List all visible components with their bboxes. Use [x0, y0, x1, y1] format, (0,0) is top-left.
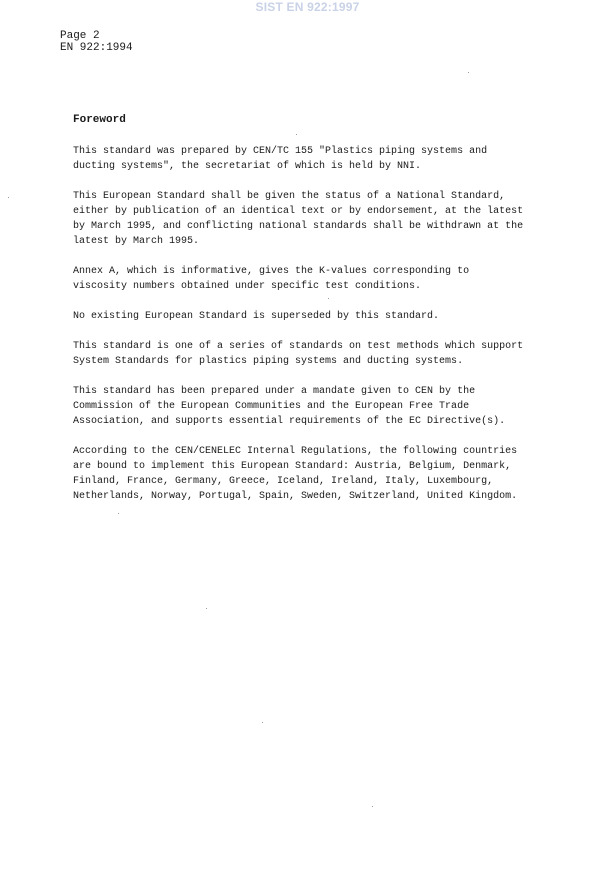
text-line: Finland, France, Germany, Greece, Iceland, Ireland, Italy, Luxembourg, [73, 476, 494, 487]
paragraph [73, 444, 553, 504]
text-line: According to the CEN/CENELEC Internal Regulations, the following countries [73, 446, 518, 457]
text-line: either by publication of an identical text or by endorsement, at the latest [73, 206, 524, 217]
text-line: This standard has been prepared under a mandate given to CEN by the [73, 386, 476, 397]
text-line: are bound to implement this European Standard: Austria, Belgium, Denmark, [73, 461, 512, 472]
paragraph [73, 189, 553, 249]
scan-speck [262, 722, 263, 723]
text-line: Association, and supports essential requirements of the EC Directive(s). [73, 416, 506, 427]
text-line: This standard is one of a series of standards on test methods which support [73, 341, 524, 352]
text-line: latest by March 1995. [73, 236, 200, 247]
foreword-heading: Foreword [73, 114, 126, 126]
text-line: Netherlands, Norway, Portugal, Spain, Sweden, Switzerland, United Kingdom. [73, 491, 518, 502]
text-line: by March 1995, and conflicting national standards shall be withdrawn at the [73, 221, 524, 232]
scan-speck [372, 806, 373, 807]
scan-speck [328, 298, 329, 299]
paragraph [73, 384, 553, 429]
text-line: Annex A, which is informative, gives the K-values corresponding to [73, 266, 470, 277]
paragraph [73, 309, 553, 324]
text-line: ducting systems", the secretariat of which is held by NNI. [73, 161, 422, 172]
scan-speck [206, 608, 207, 609]
text-line: No existing European Standard is superseded by this standard. [73, 311, 440, 322]
paragraph [73, 339, 553, 369]
text-line: This European Standard shall be given the status of a National Standard, [73, 191, 506, 202]
text-line: This standard was prepared by CEN/TC 155 "Plastics piping systems and [73, 146, 488, 157]
scan-speck [468, 72, 469, 73]
scan-speck [296, 134, 297, 135]
standard-id: EN 922:1994 [60, 42, 133, 54]
text-line: Commission of the European Communities and the European Free Trade [73, 401, 470, 412]
scan-speck [8, 197, 9, 198]
page-number: Page 2 [60, 30, 100, 42]
paragraph [73, 144, 553, 174]
watermark: SIST EN 922:1997 [255, 0, 360, 14]
scan-speck [118, 513, 119, 514]
page-header [60, 30, 133, 54]
foreword-section [73, 113, 553, 519]
text-line: System Standards for plastics piping systems and ducting systems. [73, 356, 464, 367]
paragraph [73, 264, 553, 294]
text-line: viscosity numbers obtained under specific test conditions. [73, 281, 422, 292]
